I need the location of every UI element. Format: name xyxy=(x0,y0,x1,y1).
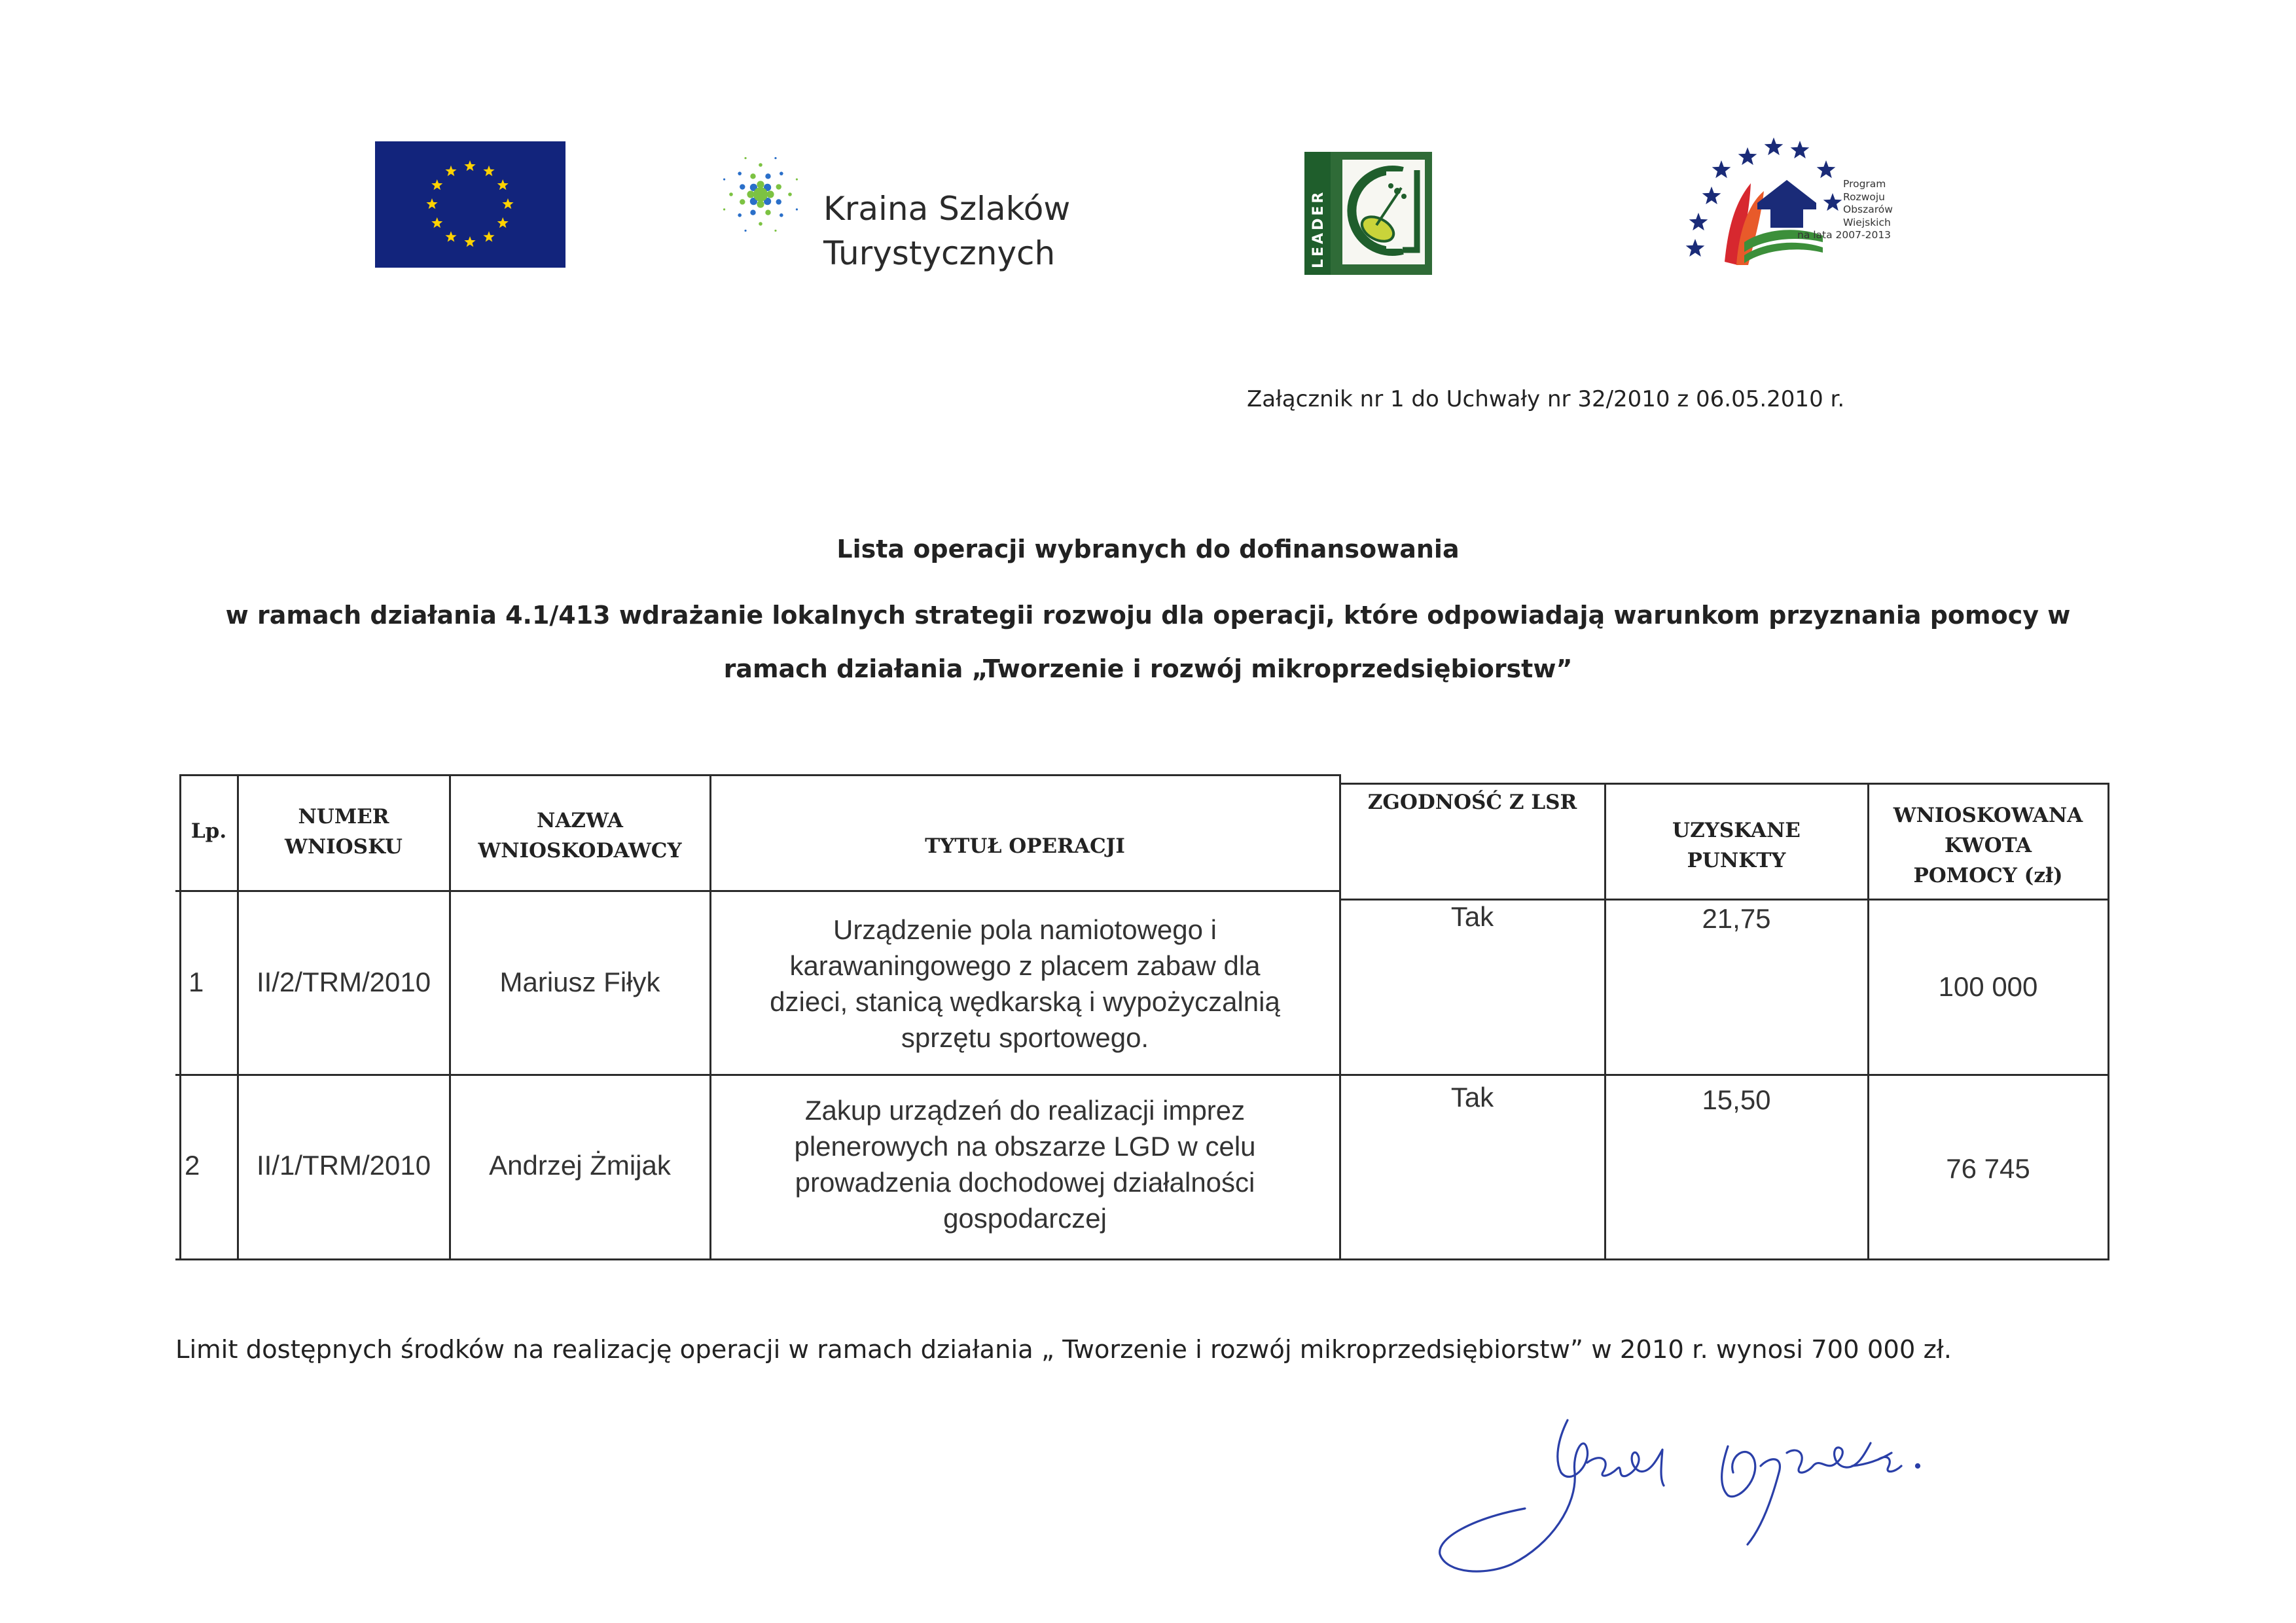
table-border-top xyxy=(181,774,1339,776)
kraina-dot-icon xyxy=(759,222,762,226)
prow-star-icon xyxy=(1689,213,1708,230)
prow-line: Rozwoju xyxy=(1843,190,1885,203)
header-tytul: TYTUŁ OPERACJI xyxy=(925,834,1125,858)
kraina-dot-icon xyxy=(750,173,755,179)
prow-star-icon xyxy=(1823,193,1842,211)
kraina-dot-icon xyxy=(780,213,783,217)
kraina-dot-icon xyxy=(740,184,745,189)
header-numer xyxy=(238,802,449,862)
header-kwota xyxy=(1869,800,2108,891)
svg-text:LEADER: LEADER xyxy=(1310,189,1327,268)
cell-numer: II/2/TRM/2010 xyxy=(256,967,431,997)
header-nazwa-line: NAZWA xyxy=(537,809,623,832)
header-row-divider xyxy=(175,890,1339,892)
col-line xyxy=(1339,774,1341,1260)
kraina-dot-icon xyxy=(738,171,742,175)
kraina-dot-icon xyxy=(757,200,764,207)
header-zgodnosc: ZGODNOŚĆ Z LSR xyxy=(1367,791,1577,814)
kraina-line-1: Kraina Szlaków xyxy=(823,190,1071,228)
kraina-dot-icon xyxy=(780,171,783,175)
kraina-dot-icon xyxy=(723,208,725,210)
col-line xyxy=(2108,783,2109,1260)
header-kwota-line: WNIOSKOWANA xyxy=(1893,804,2083,827)
cell-nazwa: Andrzej Żmijak xyxy=(489,1150,671,1181)
kraina-line-2: Turystycznych xyxy=(823,234,1056,272)
header-kwota-line: POMOCY (zł) xyxy=(1913,864,2063,887)
title-line-2: w ramach działania 4.1/413 wdrażanie lokalnych strategii rozwoju dla operacji, które odpowiadają warunkom przyznania pomocy w xyxy=(225,601,2071,630)
prow-star-icon xyxy=(1686,239,1705,257)
kraina-dot-icon xyxy=(759,163,762,167)
prow-star-icon xyxy=(1712,160,1731,178)
kraina-logo-text xyxy=(823,187,1070,276)
cell-zgodnosc: Tak xyxy=(1450,1082,1494,1113)
title-line-1: Lista operacji wybranych do dofinansowania xyxy=(836,535,1460,563)
prow-line: Obszarów xyxy=(1843,204,1893,215)
cell-zgodnosc: Tak xyxy=(1450,901,1494,932)
cell-tytul-line: Urządzenie pola namiotowego i xyxy=(833,914,1217,945)
leader-icon xyxy=(1304,152,1432,275)
header-punkty-line: PUNKTY xyxy=(1687,849,1786,872)
kraina-dot-icon xyxy=(744,230,746,232)
kraina-dot-icon xyxy=(796,208,798,210)
kraina-dot-icon xyxy=(788,192,792,196)
prow-star-icon xyxy=(1791,141,1810,158)
kraina-dot-icon xyxy=(757,181,764,188)
header-numer-line: NUMER xyxy=(298,805,389,829)
cell-lp: 1 xyxy=(188,967,204,997)
kraina-dot-icon xyxy=(740,199,745,204)
cell-tytul-line: Zakup urządzeń do realizacji imprez xyxy=(804,1095,1246,1126)
header-punkty-line: UZYSKANE xyxy=(1672,819,1801,842)
prow-star-icon xyxy=(1765,137,1784,155)
cell-nazwa: Mariusz Fiłyk xyxy=(499,967,660,997)
table-border-bottom xyxy=(175,1258,2109,1260)
kraina-dot-icon xyxy=(776,184,781,189)
prow-star-icon xyxy=(1738,147,1757,165)
kraina-dot-icon xyxy=(750,210,755,215)
header-lp: Lp. xyxy=(190,819,227,843)
cell-lp: 2 xyxy=(185,1150,200,1181)
eu-stars-icon xyxy=(375,141,565,268)
cell-tytul xyxy=(711,912,1339,1056)
kraina-dots-icon xyxy=(713,147,808,242)
kraina-dot-icon xyxy=(765,210,770,215)
prow-text xyxy=(1797,178,1893,242)
header-kwota-line: KWOTA xyxy=(1944,834,2032,857)
kraina-dot-icon xyxy=(747,190,754,198)
funding-limit-note: Limit dostępnych środków na realizację operacji w ramach działania „ Tworzenie i rozwój mikroprzedsiębiorstw” w 2010 r. wynosi 700 000 zł. xyxy=(175,1335,1952,1364)
cell-tytul-line: plenerowych na obszarze LGD w celu xyxy=(794,1131,1256,1162)
row-divider xyxy=(175,1074,2109,1076)
kraina-dot-icon xyxy=(729,192,733,196)
header-numer-line: WNIOSKU xyxy=(285,835,403,859)
cell-punkty: 15,50 xyxy=(1702,1084,1771,1115)
cell-punkty: 21,75 xyxy=(1702,903,1771,934)
prow-line: Wiejskich xyxy=(1843,216,1891,228)
leader-logo xyxy=(1304,152,1432,275)
cell-tytul-line: prowadzenia dochodowej działalności xyxy=(795,1167,1255,1198)
kraina-dot-icon xyxy=(765,173,770,179)
prow-line: Program xyxy=(1843,178,1886,190)
kraina-dot-icon xyxy=(738,213,742,217)
kraina-dot-icon xyxy=(774,230,776,232)
kraina-center-dot-icon xyxy=(753,187,768,202)
col-line xyxy=(179,774,181,1260)
operations-table xyxy=(175,774,2109,1260)
header-punkty xyxy=(1605,815,1867,876)
header-nazwa xyxy=(450,806,709,866)
kraina-dot-icon xyxy=(774,157,776,159)
cell-tytul-line: dzieci, stanicą wędkarską i wypożyczalnią xyxy=(770,986,1280,1017)
table-border-top-right xyxy=(1339,783,2109,785)
kraina-szlakow-logo xyxy=(713,147,1080,272)
cell-numer: II/1/TRM/2010 xyxy=(256,1150,431,1181)
prow-line: na lata 2007-2013 xyxy=(1797,229,1892,241)
attachment-reference: Załącznik nr 1 do Uchwały nr 32/2010 z 06.05.2010 r. xyxy=(1247,386,1845,412)
kraina-dot-icon xyxy=(796,178,798,180)
kraina-dot-icon xyxy=(766,190,774,198)
cell-tytul-line: sprzętu sportowego. xyxy=(901,1022,1149,1053)
cell-tytul-line: gospodarczej xyxy=(943,1203,1107,1234)
kraina-dot-icon xyxy=(723,178,725,180)
eu-flag-logo xyxy=(375,141,565,268)
header-nazwa-line: WNIOSKODAWCY xyxy=(478,839,682,863)
prow-logo xyxy=(1666,131,1914,278)
prow-emblem-icon xyxy=(1666,131,1842,278)
cell-kwota: 100 000 xyxy=(1938,971,2038,1002)
prow-star-icon xyxy=(1817,160,1836,178)
prow-star-icon xyxy=(1702,187,1721,204)
cell-tytul xyxy=(711,1092,1339,1236)
signature-icon xyxy=(1420,1414,1983,1577)
title-line-3: ramach działania „Tworzenie i rozwój mikroprzedsiębiorstw” xyxy=(723,654,1573,683)
kraina-dot-icon xyxy=(776,199,781,204)
kraina-dot-icon xyxy=(744,157,746,159)
cell-tytul-line: karawaningowego z placem zabaw dla xyxy=(789,950,1261,981)
cell-kwota: 76 745 xyxy=(1946,1153,2030,1184)
